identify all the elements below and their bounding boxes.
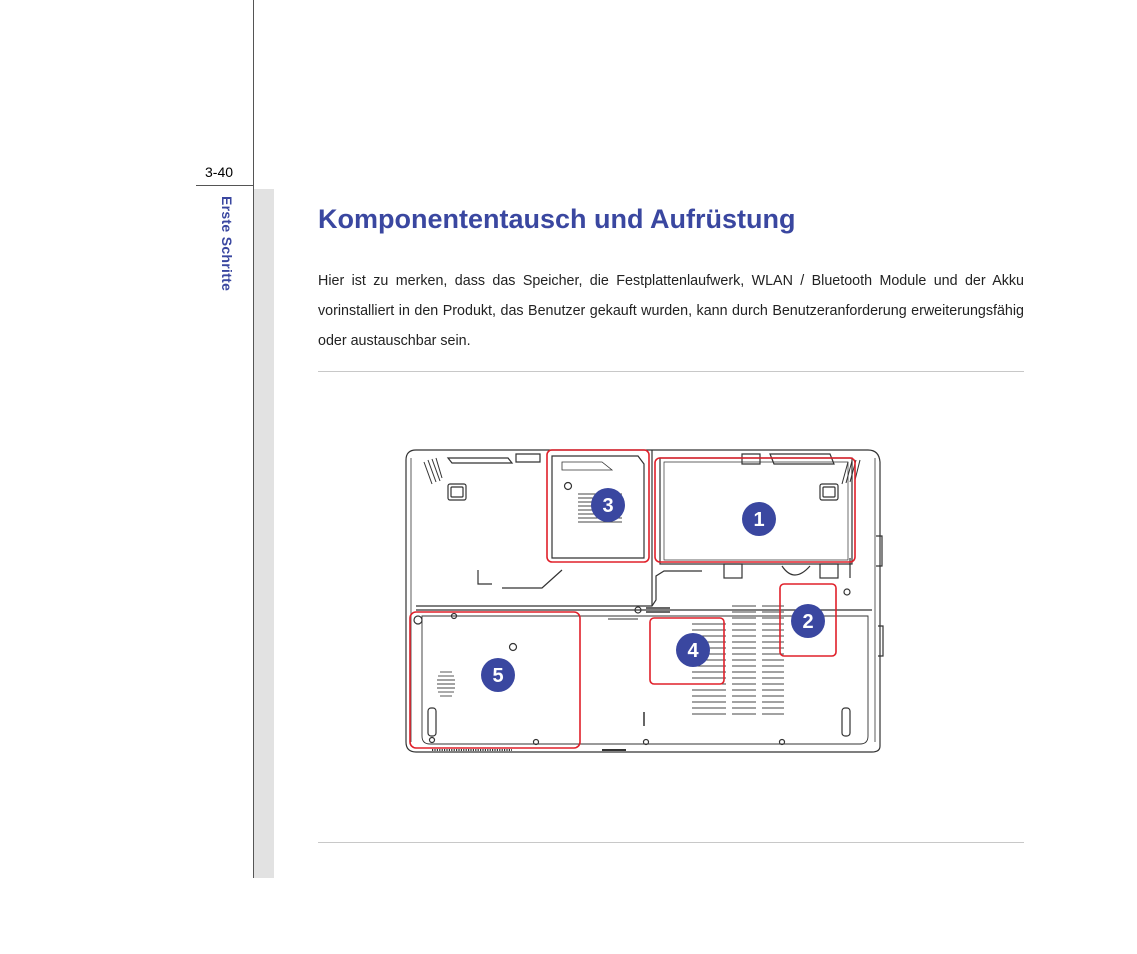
callout-badge-2 bbox=[791, 604, 825, 638]
intro-paragraph: Hier ist zu merken, dass das Speicher, die Festplattenlaufwerk, WLAN / Bluetooth Module und der Akku vorinstalliert in den Produkt, das Benutzer gekauft wurden, kann durch Benutzeranforderung erweiterungsfähig oder austauschbar sein. bbox=[318, 273, 1024, 349]
section-title: Komponententausch und Aufrüstung bbox=[318, 204, 796, 234]
callout-badge-5 bbox=[481, 658, 515, 692]
callout-badge-4 bbox=[676, 633, 710, 667]
chapter-side-label: Erste Schritte bbox=[219, 196, 235, 292]
svg-text:5: 5 bbox=[492, 665, 504, 687]
divider-bottom bbox=[318, 842, 1024, 843]
callout-badge-1 bbox=[742, 502, 776, 536]
divider-top bbox=[318, 371, 1024, 372]
svg-text:1: 1 bbox=[753, 509, 765, 531]
laptop-bottom-figure bbox=[402, 446, 887, 763]
laptop-bottom-diagram bbox=[402, 446, 887, 758]
callout-badge-3 bbox=[591, 488, 625, 522]
svg-text:3: 3 bbox=[602, 495, 614, 517]
page-number: 3-40 bbox=[205, 164, 234, 180]
svg-text:4: 4 bbox=[687, 640, 699, 662]
margin-gray-band bbox=[254, 189, 274, 878]
svg-text:2: 2 bbox=[802, 611, 814, 633]
page-number-rule bbox=[196, 185, 254, 186]
